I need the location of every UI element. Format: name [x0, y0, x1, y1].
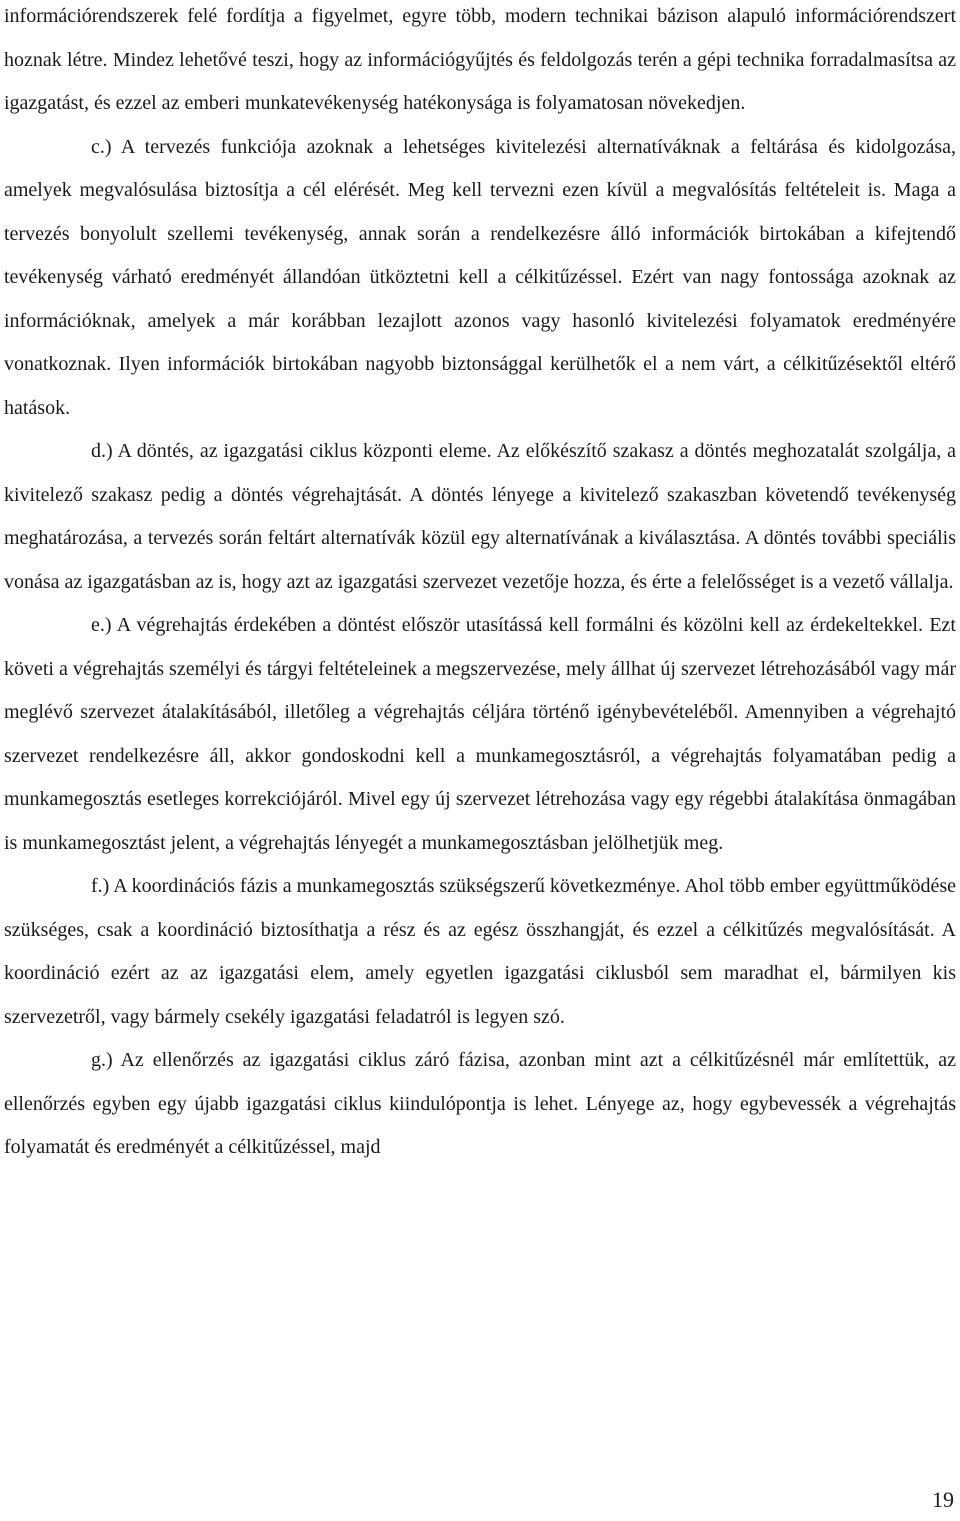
- page-number: 19: [932, 1487, 954, 1512]
- paragraph-planning: c.) A tervezés funkciója azoknak a lehetséges kivitelezési alternatíváknak a feltárása és kidolgozása, amelyek megvalósulása biztosítja a cél elérését. Meg kell tervezni ezen kívül a megvalósítás feltételeit is. Maga a tervezés bonyolult szellemi tevékenység, annak során a rendelkezésre álló információk birtokában a kifejtendő tevékenység várható eredményét állandóan ütköztetni kell a célkitűzéssel. Ezért van nagy fontossága azoknak az információknak, amelyek a már korábban lezajlott azonos vagy hasonló kivitelezési folyamatok eredményére vonatkoznak. Ilyen információk birtokában nagyobb biztonsággal kerülhetők el a nem várt, a célkitűzésektől eltérő hatások.: [4, 135, 956, 419]
- paragraph-execution: e.) A végrehajtás érdekében a döntést először utasítássá kell formálni és közölni kell az érdekeltekkel. Ezt követi a végrehajtás személyi és tárgyi feltételeinek a megszervezése, mely állhat új szervezet létrehozásából vagy már meglévő szervezet átalakításából, illetőleg a végrehajtás céljára történő igénybevételéből. Amennyiben a végrehajtó szervezet rendelkezésre áll, akkor gondoskodni kell a munkamegosztásról, a végrehajtás folyamatában pedig a munkamegosztás esetleges korrekciójáról. Mivel egy új szervezet létrehozása vagy egy régebbi átalakítása önmagában is munkamegosztást jelent, a végrehajtás lényegét a munkamegosztásban jelölhetjük meg.: [4, 614, 956, 854]
- paragraph-control: g.) Az ellenőrzés az igazgatási ciklus záró fázisa, azonban mint azt a célkitűzésnél már említettük, az ellenőrzés egyben egy újabb igazgatási ciklus kiindulópontja is lehet. Lényege az, hogy egybevessék a végrehajtás folyamatát és eredményét a célkitűzéssel, majd: [4, 1049, 956, 1158]
- document-body: [4, 0, 956, 1170]
- paragraph-continuation: információrendszerek felé fordítja a figyelmet, egyre több, modern technikai bázison alapuló információrendszert hoznak létre. Mindez lehetővé teszi, hogy az információgyűjtés és feldolgozás terén a gépi technika forradalmasítsa az igazgatást, és ezzel az emberi munkatevékenység hatékonysága is folyamatosan növekedjen.: [4, 5, 956, 114]
- paragraph-decision: d.) A döntés, az igazgatási ciklus központi eleme. Az előkészítő szakasz a döntés meghozatalát szolgálja, a kivitelező szakasz pedig a döntés végrehajtását. A döntés lényege a kivitelező szakaszban követendő tevékenység meghatározása, a tervezés során feltárt alternatívák közül egy alternatívának a kiválasztása. A döntés további speciális vonása az igazgatásban az is, hogy azt az igazgatási szervezet vezetője hozza, és érte a felelősséget is a vezető vállalja.: [4, 440, 956, 593]
- paragraph-coordination: f.) A koordinációs fázis a munkamegosztás szükségszerű következménye. Ahol több ember együttműködése szükséges, csak a koordináció biztosíthatja a rész és az egész összhangját, és ezzel a célkitűzés megvalósítását. A koordináció ezért az az igazgatási elem, amely egyetlen igazgatási ciklusból sem maradhat el, bármilyen kis szervezetről, vagy bármely csekély igazgatási feladatról is legyen szó.: [4, 875, 956, 1028]
